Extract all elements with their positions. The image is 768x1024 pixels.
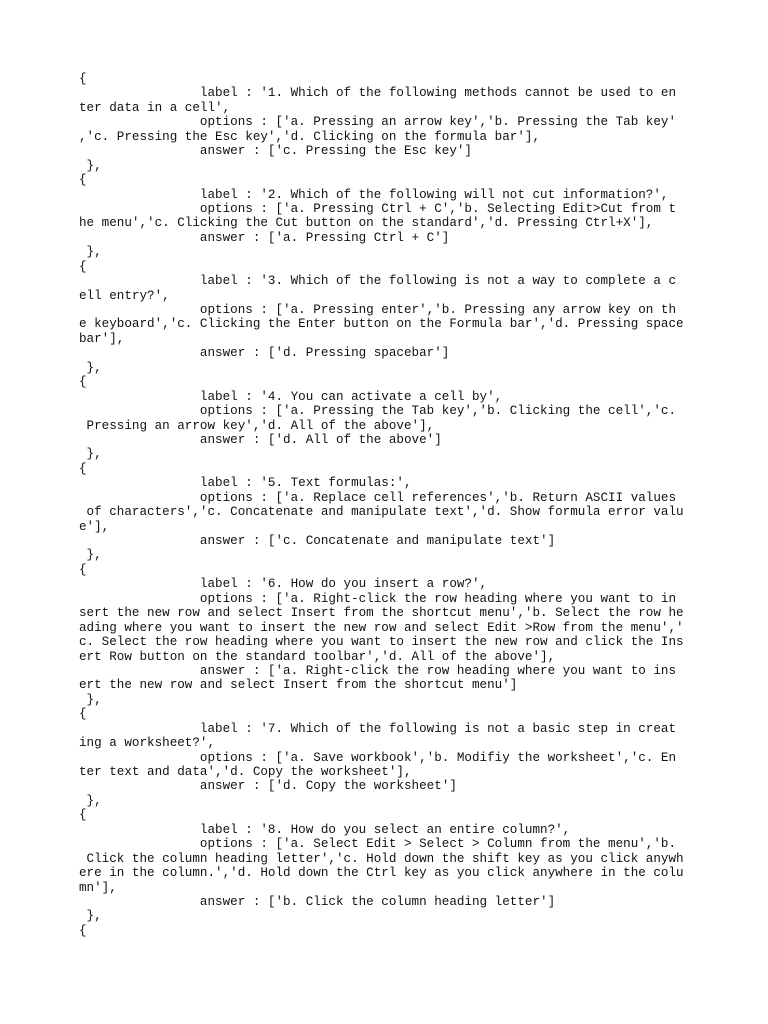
code-line: options : ['a. Replace cell references','b. Return ASCII values [79, 490, 677, 505]
code-line: answer : ['d. Copy the worksheet'] [79, 779, 457, 794]
code-line: label : '2. Which of the following will not cut information?', [79, 187, 669, 202]
code-line: answer : ['d. All of the above'] [79, 432, 442, 447]
code-line: label : '1. Which of the following methods cannot be used to en [79, 86, 677, 101]
code-line: }, [79, 793, 102, 808]
code-line: { [79, 923, 87, 938]
code-line: bar'], [79, 331, 125, 346]
code-line: ing a worksheet?', [79, 736, 216, 751]
code-line: e'], [79, 519, 110, 534]
code-line: mn'], [79, 880, 117, 895]
code-line: options : ['a. Pressing an arrow key','b. Pressing the Tab key' [79, 115, 677, 130]
code-line: answer : ['c. Pressing the Esc key'] [79, 144, 472, 159]
code-line: answer : ['c. Concatenate and manipulate text'] [79, 534, 556, 548]
code-line: ,'c. Pressing the Esc key','d. Clicking on the formula bar'], [79, 129, 541, 144]
code-line: options : ['a. Right-click the row heading where you want to in [79, 591, 677, 606]
code-line: }, [79, 360, 102, 375]
code-line: { [79, 707, 87, 722]
code-line: }, [79, 158, 102, 173]
code-line: label : '5. Text formulas:', [79, 476, 412, 491]
code-line: ading where you want to insert the new row and select Edit >Row from the menu',' [79, 620, 684, 635]
code-line: { [79, 173, 87, 188]
code-line: ter text and data','d. Copy the worksheet'], [79, 765, 412, 779]
code-line: label : '8. How do you select an entire column?', [79, 822, 571, 837]
code-line: }, [79, 245, 102, 260]
code-line: Click the column heading letter','c. Hold down the shift key as you click anywh [79, 851, 684, 866]
code-line: label : '6. How do you insert a row?', [79, 577, 488, 592]
code-line: e keyboard','c. Clicking the Enter button on the Formula bar','d. Pressing space [79, 317, 684, 332]
code-line: ell entry?', [79, 288, 170, 303]
code-line: { [79, 562, 87, 577]
code-line: ert the new row and select Insert from the shortcut menu'] [79, 678, 518, 693]
code-line: answer : ['b. Click the column heading letter'] [79, 894, 556, 909]
code-line: options : ['a. Pressing the Tab key','b. Clicking the cell','c. [79, 404, 677, 419]
code-line: Pressing an arrow key','d. All of the above'], [79, 418, 435, 433]
code-line: { [79, 375, 87, 390]
code-line: }, [79, 548, 102, 563]
code-line: { [79, 72, 87, 86]
code-line: label : '3. Which of the following is not a way to complete a c [79, 274, 677, 289]
code-line: options : ['a. Select Edit > Select > Column from the menu','b. [79, 837, 677, 852]
code-line: label : '4. You can activate a cell by', [79, 389, 503, 404]
code-line: options : ['a. Pressing Ctrl + C','b. Selecting Edit>Cut from t [79, 201, 677, 216]
code-line: answer : ['a. Pressing Ctrl + C'] [79, 230, 450, 245]
code-line: { [79, 259, 87, 274]
code-line: }, [79, 909, 102, 924]
code-line: he menu','c. Clicking the Cut button on the standard','d. Pressing Ctrl+X'], [79, 216, 654, 231]
code-line: label : '7. Which of the following is not a basic step in creat [79, 721, 677, 736]
code-line: sert the new row and select Insert from the shortcut menu','b. Select the row he [79, 606, 684, 621]
code-line: ert Row button on the standard toolbar','d. All of the above'], [79, 649, 556, 664]
code-line: { [79, 808, 87, 823]
code-line: of characters','c. Concatenate and manipulate text','d. Show formula error valu [79, 505, 684, 520]
code-line: }, [79, 692, 102, 707]
code-line: ere in the column.','d. Hold down the Ctrl key as you click anywhere in the colu [79, 866, 684, 881]
document-page [79, 72, 694, 938]
code-line: }, [79, 447, 102, 462]
code-line: ter data in a cell', [79, 100, 231, 115]
code-line: { [79, 461, 87, 476]
code-line: c. Select the row heading where you want to insert the new row and click the Ins [79, 635, 684, 650]
code-line: options : ['a. Pressing enter','b. Pressing any arrow key on th [79, 303, 677, 317]
code-line: answer : ['a. Right-click the row heading where you want to ins [79, 663, 677, 678]
code-line: answer : ['d. Pressing spacebar'] [79, 346, 450, 361]
code-line: options : ['a. Save workbook','b. Modifiy the worksheet','c. En [79, 750, 677, 765]
